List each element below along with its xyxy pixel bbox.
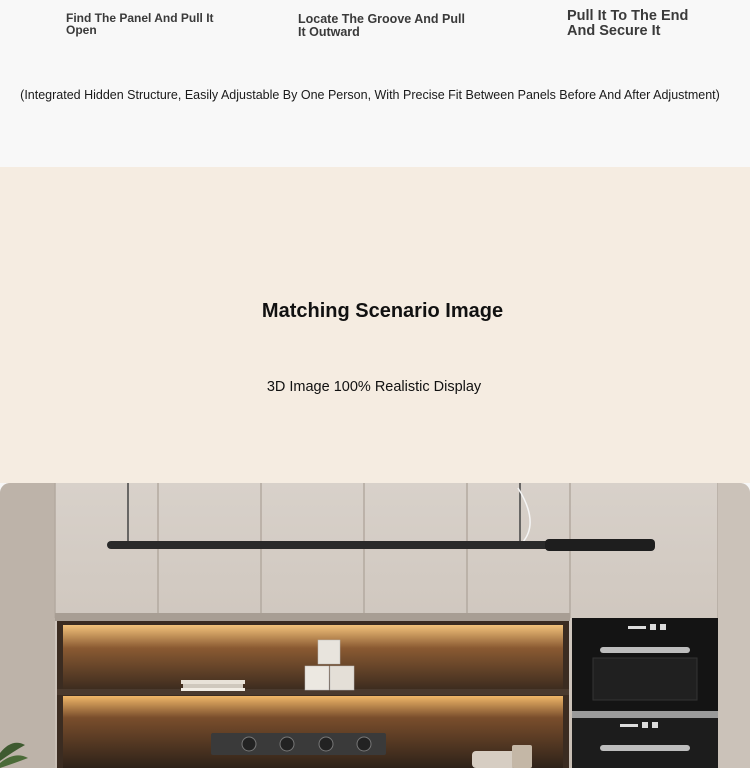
step-2-label: Locate The Groove And Pull It Outward (298, 12, 465, 39)
step-1-label: Find The Panel And Pull It Open (66, 11, 214, 37)
step-3-label: Pull It To The End And Secure It (567, 8, 689, 39)
scenario-section (0, 167, 750, 483)
kitchen-scene-image (0, 483, 750, 768)
structure-note: (Integrated Hidden Structure, Easily Adjustable By One Person, With Precise Fit Between Panels Before And After Adjustment) (20, 88, 720, 102)
kitchen-photo-icon (0, 483, 750, 768)
scenario-subtitle: 3D Image 100% Realistic Display (266, 379, 482, 395)
instruction-steps-section (0, 0, 750, 167)
scenario-title: Matching Scenario Image (261, 300, 504, 322)
